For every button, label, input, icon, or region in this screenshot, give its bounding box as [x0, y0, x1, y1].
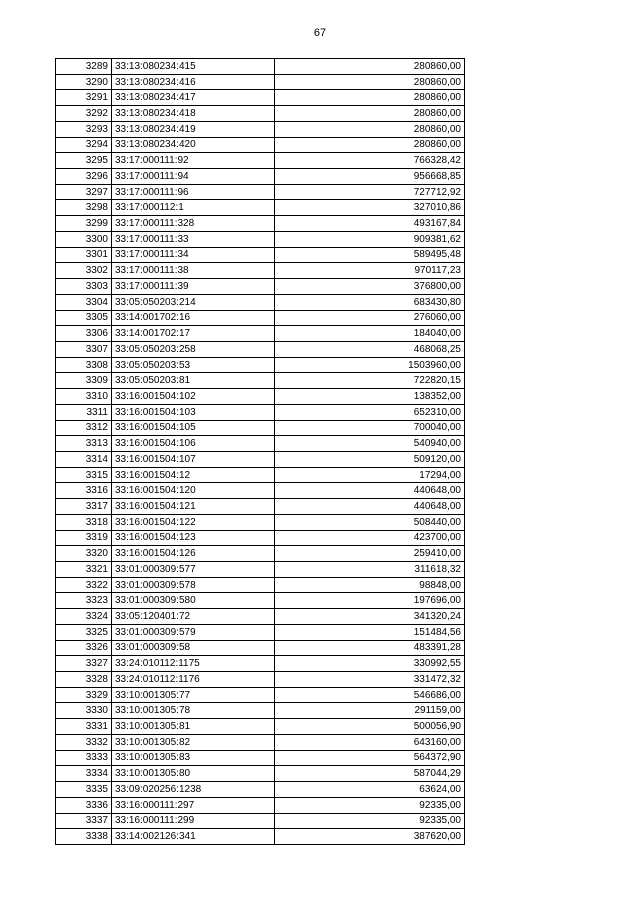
row-number-cell: 3322 [56, 577, 112, 593]
table-row [56, 766, 465, 782]
table-row [56, 373, 465, 389]
table-row [56, 310, 465, 326]
cadastral-number-cell: 33:10:001305:83 [112, 750, 275, 766]
row-number-cell: 3306 [56, 326, 112, 342]
value-cell: 468068,25 [275, 341, 465, 357]
value-cell: 327010,86 [275, 200, 465, 216]
row-number-cell: 3324 [56, 609, 112, 625]
table-row [56, 200, 465, 216]
cadastral-number-cell: 33:17:000111:34 [112, 247, 275, 263]
cadastral-number-cell: 33:05:050203:214 [112, 294, 275, 310]
cadastral-number-cell: 33:16:001504:106 [112, 436, 275, 452]
row-number-cell: 3299 [56, 216, 112, 232]
table-row [56, 74, 465, 90]
value-cell: 341320,24 [275, 609, 465, 625]
row-number-cell: 3316 [56, 483, 112, 499]
value-cell: 98848,00 [275, 577, 465, 593]
cadastral-number-cell: 33:05:050203:81 [112, 373, 275, 389]
row-number-cell: 3309 [56, 373, 112, 389]
table-row [56, 829, 465, 845]
table-row [56, 577, 465, 593]
table-row [56, 719, 465, 735]
table-row [56, 562, 465, 578]
table-row [56, 687, 465, 703]
table-row [56, 640, 465, 656]
value-cell: 509120,00 [275, 451, 465, 467]
cadastral-number-cell: 33:17:000111:38 [112, 263, 275, 279]
table-row [56, 813, 465, 829]
row-number-cell: 3302 [56, 263, 112, 279]
row-number-cell: 3304 [56, 294, 112, 310]
cadastral-number-cell: 33:13:080234:419 [112, 121, 275, 137]
table-row [56, 59, 465, 75]
cadastral-number-cell: 33:16:001504:122 [112, 514, 275, 530]
value-cell: 63624,00 [275, 782, 465, 798]
value-cell: 280860,00 [275, 74, 465, 90]
row-number-cell: 3295 [56, 153, 112, 169]
cadastral-number-cell: 33:24:010112:1176 [112, 672, 275, 688]
row-number-cell: 3310 [56, 389, 112, 405]
value-cell: 280860,00 [275, 106, 465, 122]
cadastral-number-cell: 33:10:001305:81 [112, 719, 275, 735]
cadastral-number-cell: 33:05:120401:72 [112, 609, 275, 625]
table-row [56, 294, 465, 310]
value-cell: 184040,00 [275, 326, 465, 342]
row-number-cell: 3308 [56, 357, 112, 373]
table-row [56, 467, 465, 483]
value-cell: 259410,00 [275, 546, 465, 562]
value-cell: 423700,00 [275, 530, 465, 546]
value-cell: 722820,15 [275, 373, 465, 389]
table-row [56, 326, 465, 342]
table-row [56, 514, 465, 530]
value-cell: 138352,00 [275, 389, 465, 405]
row-number-cell: 3292 [56, 106, 112, 122]
cadastral-number-cell: 33:16:000111:297 [112, 797, 275, 813]
value-cell: 483391,28 [275, 640, 465, 656]
table-row [56, 263, 465, 279]
value-cell: 970117,23 [275, 263, 465, 279]
table-row [56, 389, 465, 405]
value-cell: 280860,00 [275, 59, 465, 75]
cadastral-number-cell: 33:16:001504:107 [112, 451, 275, 467]
table-row [56, 106, 465, 122]
cadastral-number-cell: 33:14:001702:16 [112, 310, 275, 326]
table-row [56, 137, 465, 153]
cadastral-number-cell: 33:10:001305:78 [112, 703, 275, 719]
cadastral-number-cell: 33:13:080234:418 [112, 106, 275, 122]
value-cell: 643160,00 [275, 734, 465, 750]
table-row [56, 703, 465, 719]
table-row [56, 247, 465, 263]
value-cell: 652310,00 [275, 404, 465, 420]
row-number-cell: 3300 [56, 231, 112, 247]
cadastral-number-cell: 33:01:000309:58 [112, 640, 275, 656]
row-number-cell: 3291 [56, 90, 112, 106]
table-row [56, 499, 465, 515]
value-cell: 276060,00 [275, 310, 465, 326]
row-number-cell: 3319 [56, 530, 112, 546]
value-cell: 331472,32 [275, 672, 465, 688]
cadastre-value-table [55, 58, 465, 845]
cadastral-number-cell: 33:13:080234:420 [112, 137, 275, 153]
cadastral-number-cell: 33:01:000309:580 [112, 593, 275, 609]
table-row [56, 656, 465, 672]
value-cell: 291159,00 [275, 703, 465, 719]
table-row [56, 530, 465, 546]
row-number-cell: 3315 [56, 467, 112, 483]
value-cell: 387620,00 [275, 829, 465, 845]
cadastral-number-cell: 33:17:000111:328 [112, 216, 275, 232]
value-cell: 493167,84 [275, 216, 465, 232]
cadastral-number-cell: 33:01:000309:578 [112, 577, 275, 593]
page-number: 67 [313, 27, 327, 39]
row-number-cell: 3293 [56, 121, 112, 137]
cadastral-number-cell: 33:16:001504:105 [112, 420, 275, 436]
table-row [56, 279, 465, 295]
row-number-cell: 3333 [56, 750, 112, 766]
table-row [56, 734, 465, 750]
row-number-cell: 3303 [56, 279, 112, 295]
row-number-cell: 3305 [56, 310, 112, 326]
value-cell: 440648,00 [275, 483, 465, 499]
value-cell: 1503960,00 [275, 357, 465, 373]
row-number-cell: 3313 [56, 436, 112, 452]
row-number-cell: 3331 [56, 719, 112, 735]
table-row [56, 404, 465, 420]
cadastral-number-cell: 33:13:080234:416 [112, 74, 275, 90]
cadastral-number-cell: 33:17:000112:1 [112, 200, 275, 216]
table-row [56, 593, 465, 609]
table-row [56, 451, 465, 467]
row-number-cell: 3297 [56, 184, 112, 200]
table-row [56, 121, 465, 137]
row-number-cell: 3328 [56, 672, 112, 688]
value-cell: 589495,48 [275, 247, 465, 263]
table-row [56, 216, 465, 232]
table-row [56, 184, 465, 200]
row-number-cell: 3337 [56, 813, 112, 829]
row-number-cell: 3320 [56, 546, 112, 562]
cadastral-number-cell: 33:14:001702:17 [112, 326, 275, 342]
cadastral-number-cell: 33:16:001504:123 [112, 530, 275, 546]
value-cell: 587044,29 [275, 766, 465, 782]
cadastral-number-cell: 33:17:000111:94 [112, 169, 275, 185]
value-cell: 280860,00 [275, 90, 465, 106]
value-cell: 727712,92 [275, 184, 465, 200]
table-row [56, 357, 465, 373]
cadastral-number-cell: 33:16:001504:121 [112, 499, 275, 515]
table-row [56, 672, 465, 688]
row-number-cell: 3289 [56, 59, 112, 75]
row-number-cell: 3314 [56, 451, 112, 467]
value-cell: 766328,42 [275, 153, 465, 169]
row-number-cell: 3323 [56, 593, 112, 609]
row-number-cell: 3325 [56, 624, 112, 640]
value-cell: 92335,00 [275, 813, 465, 829]
row-number-cell: 3334 [56, 766, 112, 782]
value-cell: 683430,80 [275, 294, 465, 310]
row-number-cell: 3307 [56, 341, 112, 357]
row-number-cell: 3330 [56, 703, 112, 719]
table-row [56, 153, 465, 169]
row-number-cell: 3317 [56, 499, 112, 515]
cadastral-number-cell: 33:17:000111:33 [112, 231, 275, 247]
table-row [56, 420, 465, 436]
value-cell: 330992,55 [275, 656, 465, 672]
value-cell: 92335,00 [275, 797, 465, 813]
row-number-cell: 3329 [56, 687, 112, 703]
cadastral-number-cell: 33:05:050203:53 [112, 357, 275, 373]
row-number-cell: 3312 [56, 420, 112, 436]
row-number-cell: 3321 [56, 562, 112, 578]
table-row [56, 782, 465, 798]
value-cell: 956668,85 [275, 169, 465, 185]
cadastral-number-cell: 33:10:001305:82 [112, 734, 275, 750]
table-row [56, 797, 465, 813]
value-cell: 546686,00 [275, 687, 465, 703]
value-cell: 376800,00 [275, 279, 465, 295]
row-number-cell: 3332 [56, 734, 112, 750]
value-cell: 508440,00 [275, 514, 465, 530]
row-number-cell: 3311 [56, 404, 112, 420]
value-cell: 280860,00 [275, 121, 465, 137]
table-body [56, 59, 465, 845]
value-cell: 197696,00 [275, 593, 465, 609]
row-number-cell: 3338 [56, 829, 112, 845]
table-row [56, 90, 465, 106]
value-cell: 17294,00 [275, 467, 465, 483]
value-cell: 540940,00 [275, 436, 465, 452]
table-row [56, 546, 465, 562]
table-row [56, 169, 465, 185]
cadastral-number-cell: 33:01:000309:579 [112, 624, 275, 640]
table-row [56, 483, 465, 499]
row-number-cell: 3298 [56, 200, 112, 216]
table-row [56, 341, 465, 357]
cadastral-number-cell: 33:16:001504:120 [112, 483, 275, 499]
cadastral-number-cell: 33:17:000111:96 [112, 184, 275, 200]
value-cell: 440648,00 [275, 499, 465, 515]
row-number-cell: 3301 [56, 247, 112, 263]
cadastral-number-cell: 33:10:001305:80 [112, 766, 275, 782]
cadastral-number-cell: 33:16:001504:103 [112, 404, 275, 420]
row-number-cell: 3335 [56, 782, 112, 798]
value-cell: 500056,90 [275, 719, 465, 735]
cadastral-number-cell: 33:16:001504:126 [112, 546, 275, 562]
cadastral-number-cell: 33:01:000309:577 [112, 562, 275, 578]
cadastral-number-cell: 33:17:000111:39 [112, 279, 275, 295]
cadastral-number-cell: 33:10:001305:77 [112, 687, 275, 703]
table-row [56, 750, 465, 766]
table-row [56, 624, 465, 640]
row-number-cell: 3326 [56, 640, 112, 656]
value-cell: 564372,90 [275, 750, 465, 766]
row-number-cell: 3327 [56, 656, 112, 672]
row-number-cell: 3296 [56, 169, 112, 185]
row-number-cell: 3294 [56, 137, 112, 153]
cadastral-number-cell: 33:16:001504:12 [112, 467, 275, 483]
table-row [56, 609, 465, 625]
table-row [56, 436, 465, 452]
row-number-cell: 3318 [56, 514, 112, 530]
cadastral-number-cell: 33:13:080234:417 [112, 90, 275, 106]
cadastral-number-cell: 33:09:020256:1238 [112, 782, 275, 798]
cadastral-number-cell: 33:17:000111:92 [112, 153, 275, 169]
value-cell: 280860,00 [275, 137, 465, 153]
row-number-cell: 3336 [56, 797, 112, 813]
cadastral-number-cell: 33:16:001504:102 [112, 389, 275, 405]
value-cell: 909381,62 [275, 231, 465, 247]
value-cell: 311618,32 [275, 562, 465, 578]
value-cell: 700040,00 [275, 420, 465, 436]
cadastral-number-cell: 33:16:000111:299 [112, 813, 275, 829]
cadastral-number-cell: 33:05:050203:258 [112, 341, 275, 357]
table-row [56, 231, 465, 247]
cadastral-number-cell: 33:24:010112:1175 [112, 656, 275, 672]
cadastral-number-cell: 33:14:002126:341 [112, 829, 275, 845]
cadastral-number-cell: 33:13:080234:415 [112, 59, 275, 75]
row-number-cell: 3290 [56, 74, 112, 90]
value-cell: 151484,56 [275, 624, 465, 640]
